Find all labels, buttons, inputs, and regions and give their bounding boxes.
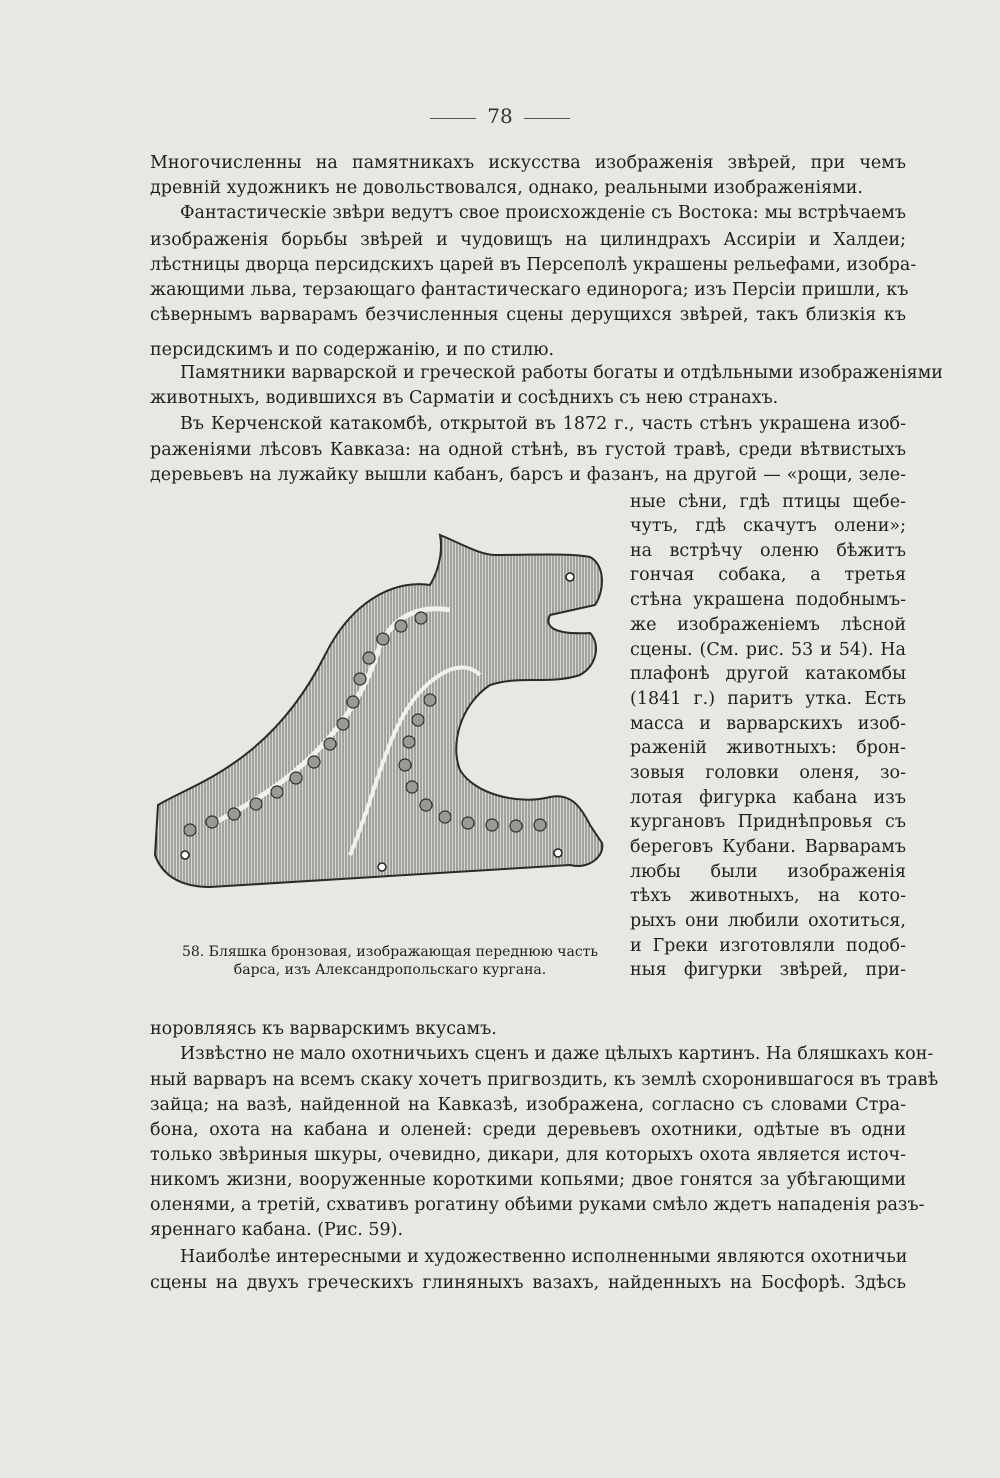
- text-line: Памятники варварской и греческой работы богаты и отдѣльными изображеніями: [180, 363, 943, 383]
- text-line: раженіями лѣсовъ Кавказа: на одной стѣнѣ, въ густой травѣ, среди вѣтвистыхъ: [150, 440, 906, 460]
- text-line: Фантастическіе звѣри ведутъ свое происхожденіе съ Востока: мы встрѣчаемъ: [180, 203, 906, 223]
- side-text-line: береговъ Кубани. Варварамъ: [630, 837, 906, 857]
- side-text-line: сцены. (См. рис. 53 и 54). На: [630, 640, 906, 660]
- text-line: ный варваръ на всемъ скаку хочетъ пригвоздить, къ землѣ схоронившагося въ травѣ: [150, 1070, 939, 1090]
- text-line: Наиболѣе интересными и художественно исполненными являются охотничьи: [180, 1247, 908, 1267]
- side-text-line: и Греки изготовляли подоб-: [630, 936, 906, 956]
- text-line: Въ Керченской катакомбѣ, открытой въ 1872 г., часть стѣнъ украшена изоб-: [180, 414, 906, 434]
- text-line: Извѣстно не мало охотничьихъ сценъ и даже цѣлыхъ картинъ. На бляшкахъ кон-: [180, 1044, 934, 1064]
- text-line: персидскимъ и по содержанію, и по стилю.: [150, 340, 555, 360]
- side-text-line: плафонѣ другой катакомбы: [630, 664, 906, 684]
- side-text-line: же изображеніемъ лѣсной: [630, 615, 906, 635]
- text-line: животныхъ, водившихся въ Сарматіи и сосѣднихъ съ нею странахъ.: [150, 388, 779, 408]
- text-line: изображенія борьбы звѣрей и чудовищъ на цилиндрахъ Ассиріи и Халдеи;: [150, 230, 906, 250]
- bronze-plaque-illustration: [150, 525, 610, 905]
- side-text-line: на встрѣчу оленю бѣжитъ: [630, 541, 906, 561]
- side-text-line: стѣна украшена подобнымъ-: [630, 590, 906, 610]
- side-text-line: кургановъ Приднѣпровья съ: [630, 812, 906, 832]
- text-line: лѣстницы дворца персидскихъ царей въ Персеполѣ украшены рельефами, изобра-: [150, 255, 917, 275]
- text-line: только звѣриныя шкуры, очевидно, дикари, для которыхъ охота является источ-: [150, 1145, 906, 1165]
- text-line: Многочисленны на памятникахъ искусства изображенія звѣрей, при чемъ: [150, 153, 906, 173]
- text-line: никомъ жизни, вооруженные короткими копьями; двое гонятся за убѣгающими: [150, 1170, 906, 1190]
- side-text-line: ныя фигурки звѣрей, при-: [630, 960, 906, 980]
- side-text-line: чутъ, гдѣ скачутъ олени»;: [630, 516, 906, 536]
- text-line: жающими льва, терзающаго фантастическаго единорога; изъ Персіи пришли, къ: [150, 280, 909, 300]
- side-text-line: раженій животныхъ: брон-: [630, 738, 906, 758]
- side-text-line: любы были изображенія: [630, 862, 906, 882]
- plaque-outline: [155, 535, 602, 887]
- text-line: зайца; на вазѣ, найденной на Кавказѣ, изображена, согласно съ словами Стра-: [150, 1095, 906, 1115]
- text-line: сцены на двухъ греческихъ глиняныхъ вазахъ, найденныхъ на Босфорѣ. Здѣсь: [150, 1273, 906, 1293]
- figure-caption-line: 58. Бляшка бронзовая, изображающая переднюю часть: [181, 944, 599, 960]
- text-line: оленями, а третій, схвативъ рогатину обѣими руками смѣло ждетъ нападенія разъ-: [150, 1195, 925, 1215]
- side-text-line: гончая собака, а третья: [630, 565, 906, 585]
- text-line: сѣвернымъ варварамъ безчисленныя сцены дерущихся звѣрей, такъ близкія къ: [150, 305, 906, 325]
- side-text-line: лотая фигурка кабана изъ: [630, 788, 906, 808]
- side-text-line: (1841 г.) паритъ утка. Есть: [630, 689, 906, 709]
- side-text-line: масса и варварскихъ изоб-: [630, 714, 906, 734]
- side-text-line: зовыя головки оленя, зо-: [630, 763, 906, 783]
- side-text-line: ные сѣни, гдѣ птицы щебе-: [630, 492, 906, 512]
- page-number: 78: [430, 104, 570, 128]
- text-line: древній художникъ не довольствовался, однако, реальными изображеніями.: [150, 178, 863, 198]
- side-text-line: тѣхъ животныхъ, на кото-: [630, 886, 906, 906]
- text-line: норовляясь къ варварскимъ вкусамъ.: [150, 1019, 497, 1039]
- side-text-line: рыхъ они любили охотиться,: [630, 911, 906, 931]
- text-line: бона, охота на кабана и оленей: среди деревьевъ охотники, одѣтые въ одни: [150, 1120, 906, 1140]
- figure-caption-line: барса, изъ Александропольскаго кургана.: [233, 962, 547, 978]
- text-line: деревьевъ на лужайку вышли кабанъ, барсъ и фазанъ, на другой — «рощи, зеле-: [150, 465, 906, 485]
- text-line: яреннаго кабана. (Рис. 59).: [150, 1220, 404, 1240]
